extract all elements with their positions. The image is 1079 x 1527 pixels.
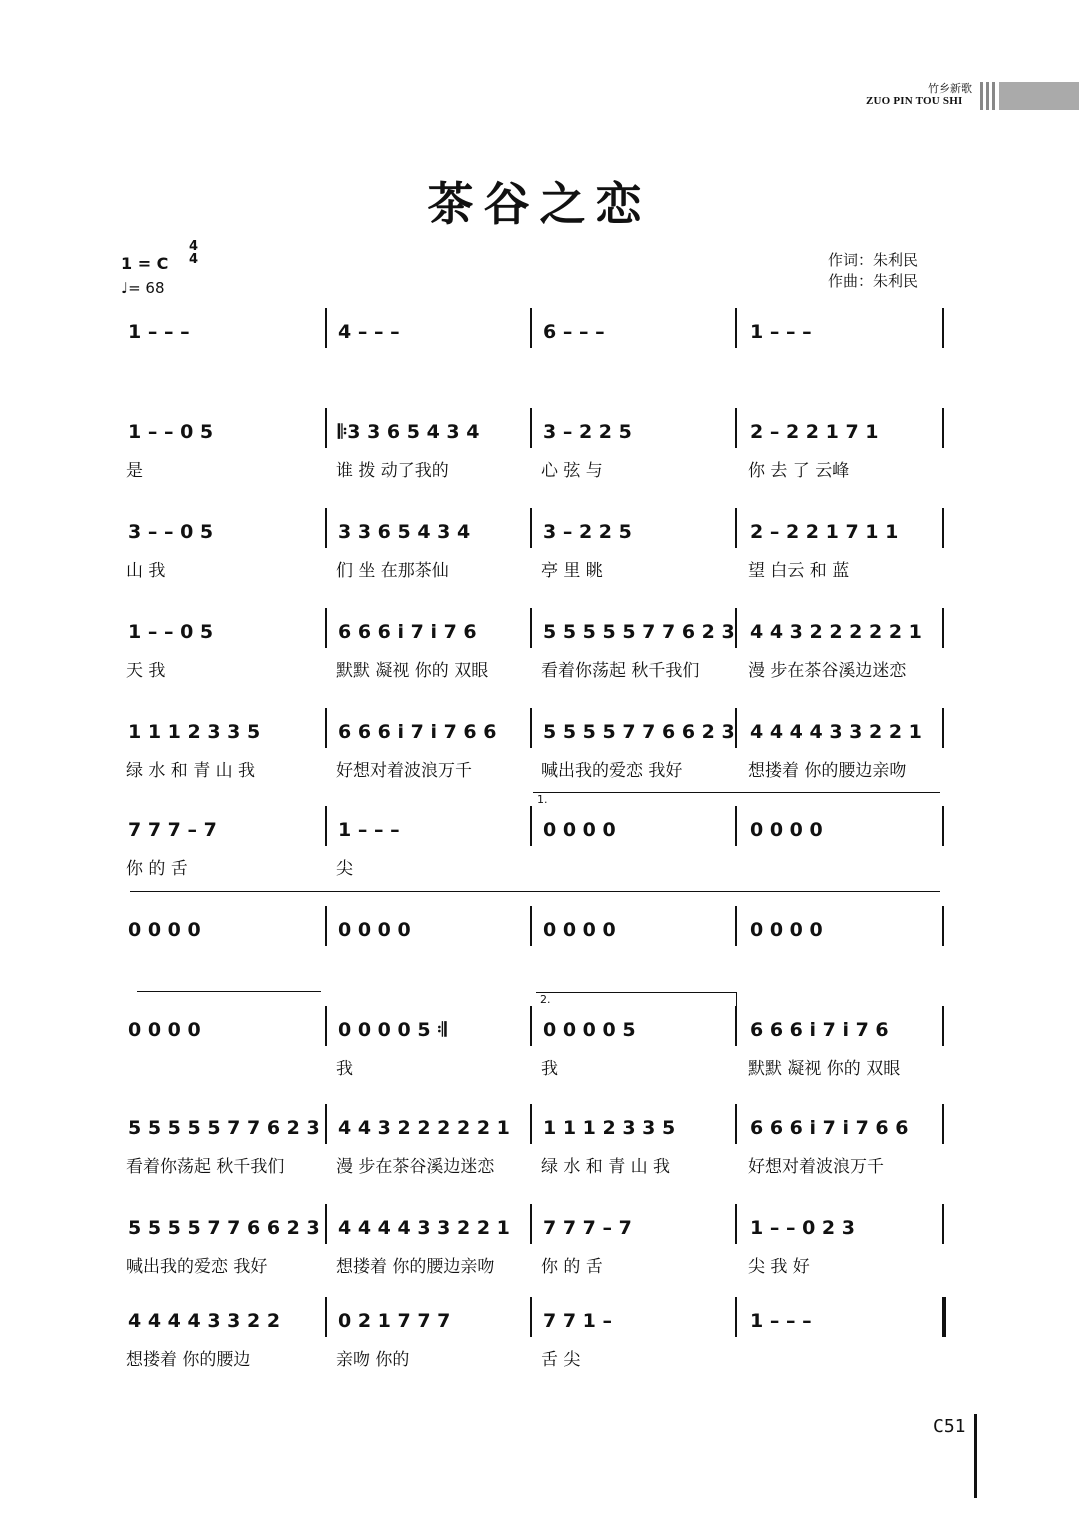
barline: [942, 1104, 944, 1144]
measure-lyric: 我: [541, 1059, 558, 1079]
measure-lyric: 看着你荡起 秋千我们: [126, 1157, 285, 1177]
barline: [735, 708, 737, 748]
barline: [530, 1204, 532, 1244]
barline: [530, 1297, 532, 1337]
measure-lyric: 天 我: [126, 661, 166, 681]
measure-lyric: 尖 我 好: [748, 1257, 810, 1277]
barline: [325, 1297, 327, 1337]
barline: [530, 708, 532, 748]
measure-notes: 7 7 1 –: [543, 1310, 613, 1332]
barline: [942, 906, 944, 946]
credits: [828, 250, 918, 292]
header-section-cn: 竹乡新歌: [928, 82, 972, 95]
page-number: C51: [933, 1416, 966, 1437]
volta-1-continuation: [130, 891, 940, 892]
measure-notes: 4 4 4 4 3 3 2 2: [128, 1310, 281, 1332]
measure-notes: 6 6 6 i 7 i 7 6 6: [750, 1117, 909, 1139]
barline: [735, 1006, 737, 1046]
key-signature: 1 = C: [121, 254, 169, 273]
notes-line: [120, 421, 950, 455]
measure-lyric: 绿 水 和 青 山 我: [541, 1157, 671, 1177]
barline: [530, 308, 532, 348]
measure-notes: 5 5 5 5 5 7 7 6 2 3: [128, 1117, 320, 1139]
barline: [942, 708, 944, 748]
barline: [530, 608, 532, 648]
measure-notes: 0 0 0 0: [338, 919, 411, 941]
volta-2: [536, 992, 737, 1009]
notes-line: [120, 1310, 950, 1344]
notes-line: [120, 321, 950, 355]
measure-notes: 6 – – –: [543, 321, 605, 343]
measure-notes: 2 – 2 2 1 7 1: [750, 421, 879, 443]
measure-lyric: 想搂着 你的腰边亲吻: [336, 1257, 495, 1277]
score-row: [120, 421, 950, 511]
score-row: [120, 1217, 950, 1307]
measure-notes: 1 – – –: [128, 321, 190, 343]
measure-notes: 1 1 1 2 3 3 5: [543, 1117, 676, 1139]
time-signature-bottom: 4: [189, 252, 199, 267]
volta-1-label: 1.: [537, 793, 548, 806]
barline: [942, 1006, 944, 1046]
measure-notes: 1 – – –: [750, 321, 812, 343]
time-signature-top: 4: [189, 239, 199, 254]
measure-lyric: 漫 步在茶谷溪边迷恋: [748, 661, 907, 681]
notes-line: [120, 1117, 950, 1151]
score-row: [120, 1310, 950, 1400]
measure-lyric: 亭 里 眺: [541, 561, 603, 581]
volta-2-label: 2.: [540, 993, 551, 1006]
measure-notes: 2 – 2 2 1 7 1 1: [750, 521, 899, 543]
barline: [530, 508, 532, 548]
barline: [530, 906, 532, 946]
measure-notes: 0 0 0 0 5 𝄇: [338, 1019, 447, 1041]
measure-lyric: 绿 水 和 青 山 我: [126, 761, 256, 781]
barline: [530, 1006, 532, 1046]
measure-lyric: 喊出我的爱恋 我好: [126, 1257, 268, 1277]
score-row: [120, 621, 950, 711]
barline: [530, 1104, 532, 1144]
volta-1: [533, 792, 940, 809]
measure-notes: 4 4 3 2 2 2 2 2 1: [338, 1117, 510, 1139]
measure-notes: 1 – – 0 5: [128, 421, 214, 443]
measure-lyric: 尖: [336, 859, 353, 879]
measure-lyric: 心 弦 与: [541, 461, 603, 481]
measure-notes: 4 4 4 4 3 3 2 2 1: [338, 1217, 510, 1239]
measure-notes: 4 4 3 2 2 2 2 2 1: [750, 621, 922, 643]
notes-line: [120, 1217, 950, 1251]
measure-notes: 0 0 0 0: [128, 1019, 201, 1041]
header-decoration: [980, 82, 1079, 110]
barline: [942, 608, 944, 648]
barline: [325, 1104, 327, 1144]
lyricist: 作词：朱利民: [828, 251, 919, 269]
barline: [735, 1297, 737, 1337]
measure-notes: 1 – – 0 5: [128, 621, 214, 643]
measure-notes: 5 5 5 5 7 7 6 6 2 3: [128, 1217, 320, 1239]
measure-notes: 0 0 0 0: [543, 819, 616, 841]
barline: [735, 806, 737, 846]
measure-lyric: 默默 凝视 你的 双眼: [336, 661, 489, 681]
score-row: [120, 1117, 950, 1207]
barline: [325, 1006, 327, 1046]
measure-lyric: 喊出我的爱恋 我好: [541, 761, 683, 781]
notes-line: [120, 1019, 950, 1053]
notes-line: [120, 621, 950, 655]
measure-notes: 0 0 0 0: [128, 919, 201, 941]
measure-notes: 6 6 6 i 7 i 7 6: [750, 1019, 889, 1041]
measure-notes: 1 1 1 2 3 3 5: [128, 721, 261, 743]
measure-lyric: 亲吻 你的: [336, 1350, 410, 1370]
header-section-en: ZUO PIN TOU SHI: [866, 95, 963, 107]
barline: [735, 508, 737, 548]
barline: [530, 408, 532, 448]
barline: [735, 1204, 737, 1244]
measure-notes: 6 6 6 i 7 i 7 6 6: [338, 721, 497, 743]
measure-lyric: 我: [336, 1059, 353, 1079]
measure-notes: 0 0 0 0: [750, 919, 823, 941]
barline: [325, 308, 327, 348]
measure-lyric: 想搂着 你的腰边亲吻: [748, 761, 907, 781]
barline: [942, 1204, 944, 1244]
barline: [942, 408, 944, 448]
measure-lyric: 望 白云 和 蓝: [748, 561, 850, 581]
measure-lyric: 你 的 舌: [541, 1257, 603, 1277]
time-signature: [189, 240, 198, 266]
measure-notes: 𝄆3 3 6 5 4 3 4: [338, 421, 480, 443]
measure-lyric: 谁 拨 动了我的: [336, 461, 449, 481]
barline: [942, 806, 944, 846]
measure-notes: 7 7 7 – 7: [128, 819, 217, 841]
barline: [942, 508, 944, 548]
tempo-marking: ♩= 68: [121, 279, 165, 297]
barline: [325, 906, 327, 946]
barline: [325, 708, 327, 748]
composer: 作曲：朱利民: [828, 272, 919, 290]
measure-lyric: 们 坐 在那茶仙: [336, 561, 449, 581]
measure-notes: 3 3 6 5 4 3 4: [338, 521, 471, 543]
barline: [942, 308, 944, 348]
measure-notes: 0 0 0 0: [750, 819, 823, 841]
barline: [735, 906, 737, 946]
measure-notes: 0 2 1 7 7 7: [338, 1310, 451, 1332]
measure-lyric: 你 的 舌: [126, 859, 188, 879]
measure-notes: 0 0 0 0 5: [543, 1019, 636, 1041]
measure-lyric: 好想对着波浪万千: [336, 761, 472, 781]
barline: [735, 308, 737, 348]
measure-notes: 1 – – –: [338, 819, 400, 841]
score-row: [120, 321, 950, 411]
barline: [735, 608, 737, 648]
page-number-rule: [974, 1414, 977, 1498]
barline: [325, 806, 327, 846]
measure-notes: 4 4 4 4 3 3 2 2 1: [750, 721, 922, 743]
measure-lyric: 你 去 了 云峰: [748, 461, 850, 481]
measure-lyric: 漫 步在茶谷溪边迷恋: [336, 1157, 495, 1177]
measure-lyric: 舌 尖: [541, 1350, 581, 1370]
measure-notes: 7 7 7 – 7: [543, 1217, 632, 1239]
notes-line: [120, 819, 950, 853]
measure-notes: 1 – – –: [750, 1310, 812, 1332]
song-title: 茶谷之恋: [427, 177, 652, 231]
barline: [325, 508, 327, 548]
score-row: [120, 1019, 950, 1109]
measure-notes: 0 0 0 0: [543, 919, 616, 941]
measure-lyric: 山 我: [126, 561, 166, 581]
score-row: [120, 819, 950, 909]
notes-line: [120, 919, 950, 953]
score-row: [120, 919, 950, 1009]
measure-lyric: 看着你荡起 秋千我们: [541, 661, 700, 681]
measure-notes: 3 – 2 2 5: [543, 421, 632, 443]
barline: [735, 1104, 737, 1144]
measure-notes: 4 – – –: [338, 321, 400, 343]
barline: [325, 408, 327, 448]
score-row: [120, 521, 950, 611]
measure-notes: 1 – – 0 2 3: [750, 1217, 855, 1239]
measure-lyric: 默默 凝视 你的 双眼: [748, 1059, 901, 1079]
barline: [942, 1297, 946, 1337]
barline: [325, 1204, 327, 1244]
notes-line: [120, 721, 950, 755]
measure-lyric: 想搂着 你的腰边: [126, 1350, 251, 1370]
barline: [530, 806, 532, 846]
measure-lyric: 好想对着波浪万千: [748, 1157, 884, 1177]
measure-notes: 3 – – 0 5: [128, 521, 214, 543]
measure-notes: 3 – 2 2 5: [543, 521, 632, 543]
measure-lyric: 是: [126, 461, 143, 481]
measure-notes: 5 5 5 5 5 7 7 6 2 3: [543, 621, 735, 643]
measure-notes: 5 5 5 5 7 7 6 6 2 3: [543, 721, 735, 743]
volta-1-end: [137, 991, 321, 992]
notes-line: [120, 521, 950, 555]
barline: [735, 408, 737, 448]
measure-notes: 6 6 6 i 7 i 7 6: [338, 621, 477, 643]
barline: [325, 608, 327, 648]
